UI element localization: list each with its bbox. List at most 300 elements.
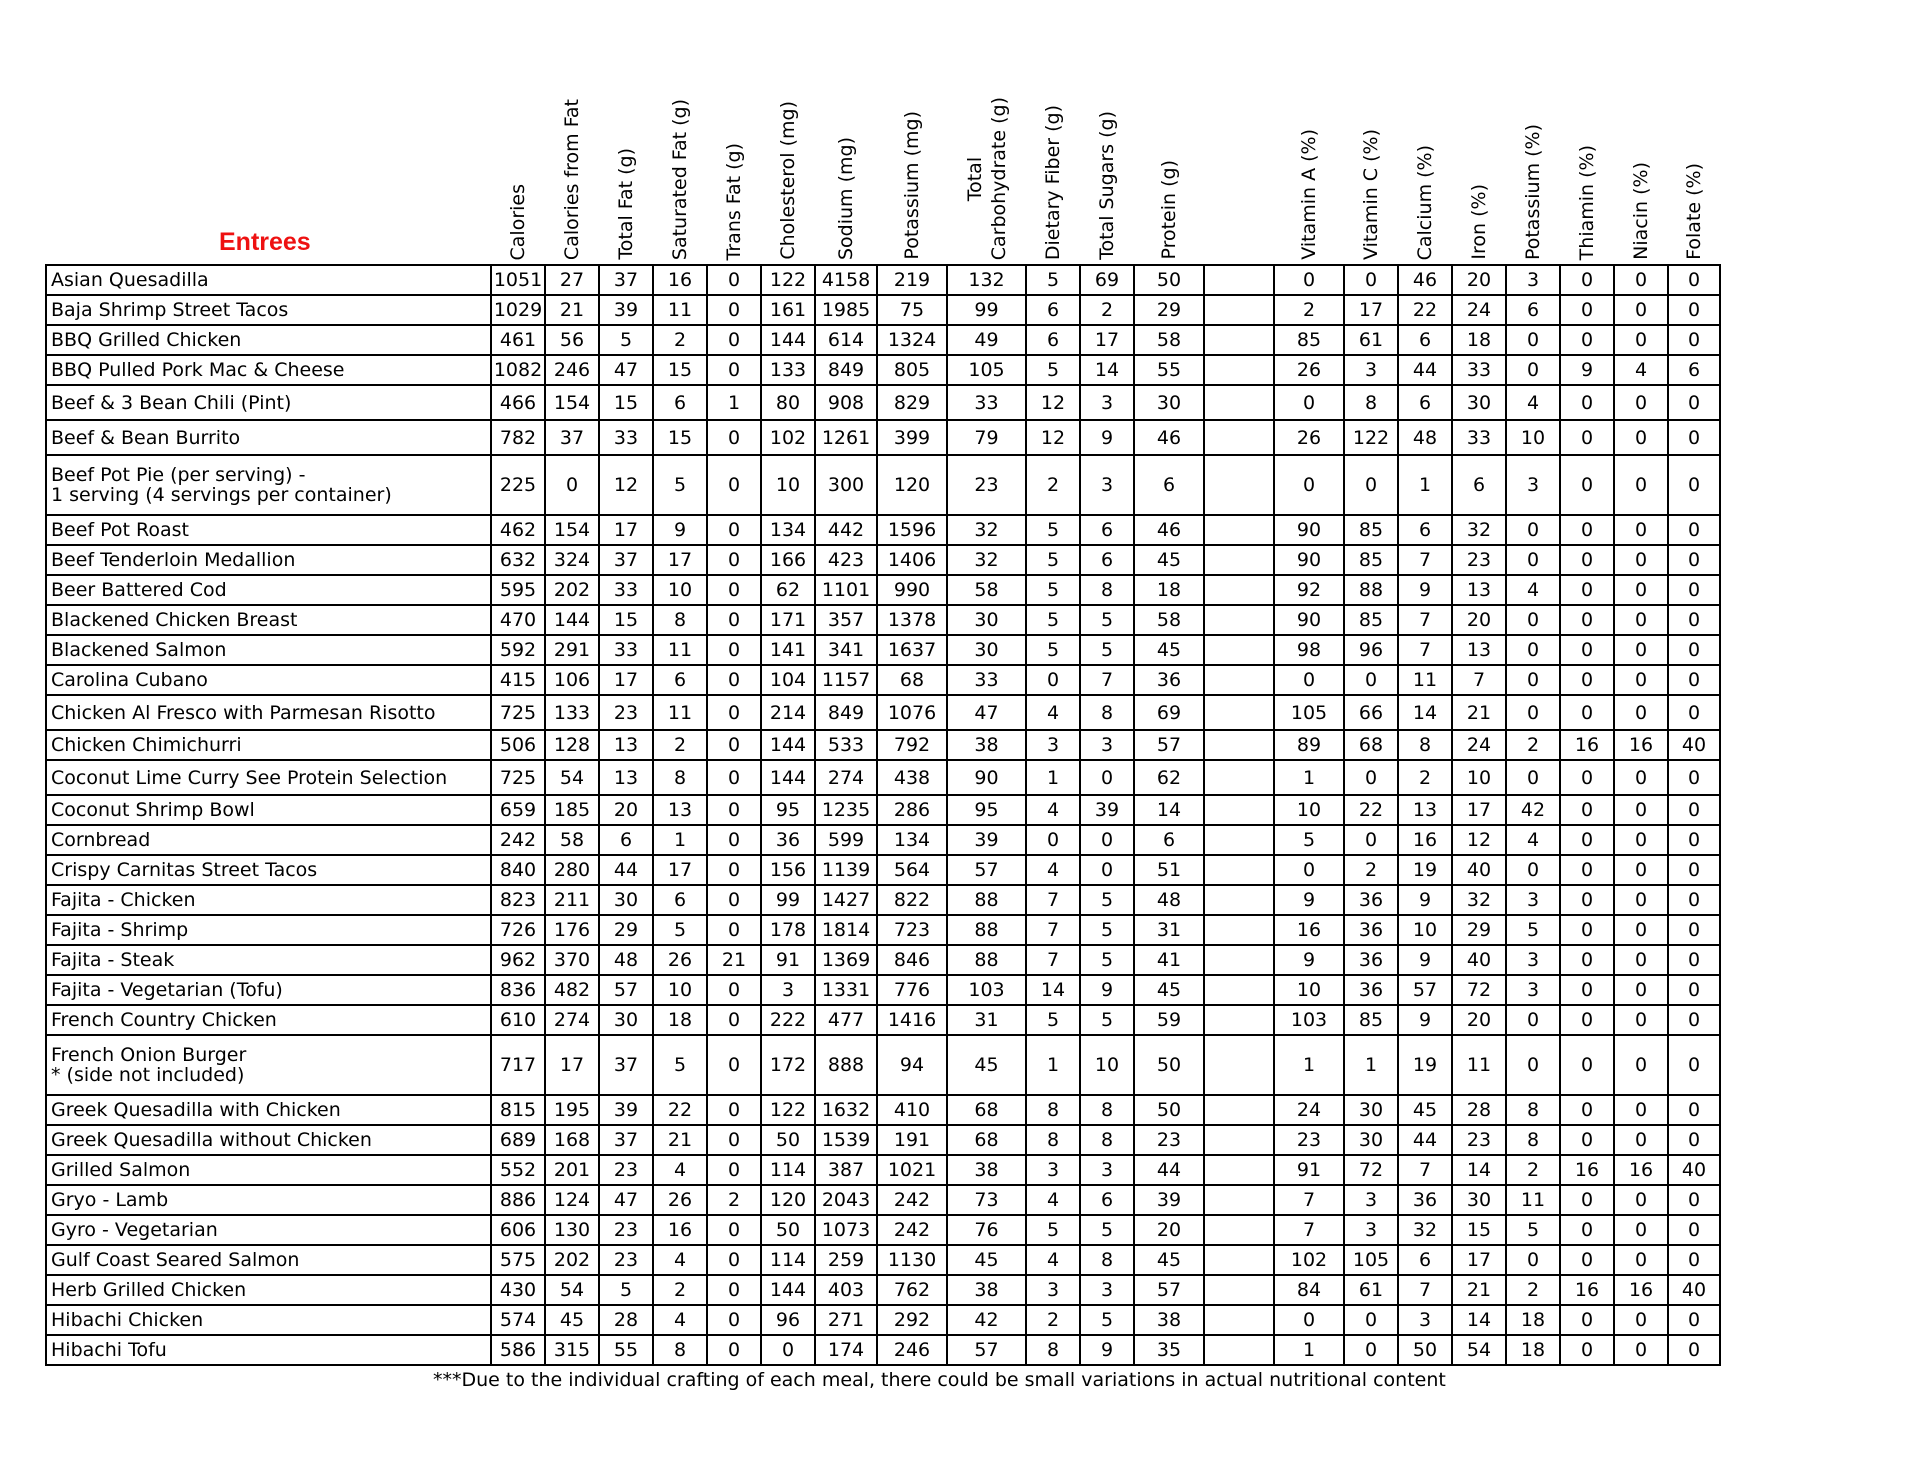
table-cell: 178: [761, 915, 815, 945]
table-cell: 6: [653, 885, 707, 915]
column-header-label: Thiamin (%): [1576, 144, 1598, 260]
table-cell: 7: [1398, 1155, 1452, 1185]
row-name: [46, 695, 491, 730]
table-cell: 9: [1560, 355, 1614, 385]
column-header: [1080, 40, 1134, 265]
table-cell: 50: [761, 1215, 815, 1245]
row-name-text: Herb Grilled Chicken: [51, 1279, 247, 1301]
table-cell: 185: [545, 795, 599, 825]
row-name-text: Hibachi Chicken: [51, 1309, 204, 1331]
table-cell: 156: [761, 855, 815, 885]
table-cell: 45: [1134, 1245, 1204, 1275]
table-cell: 21: [1452, 695, 1506, 730]
table-cell: 23: [599, 1245, 653, 1275]
table-cell: 85: [1344, 545, 1398, 575]
column-header-label: Total Carbohydrate (g): [963, 96, 1010, 260]
table-cell: 35: [1134, 1335, 1204, 1365]
table-cell: 271: [815, 1305, 877, 1335]
table-cell: 0: [1506, 325, 1560, 355]
table-cell: 50: [1134, 1035, 1204, 1095]
table-cell: 5: [1026, 545, 1080, 575]
table-cell: 91: [761, 945, 815, 975]
table-cell: 0: [1668, 635, 1720, 665]
table-cell: 6: [1080, 515, 1134, 545]
table-cell: 242: [877, 1215, 947, 1245]
table-cell: 1076: [877, 695, 947, 730]
table-cell: 0: [1614, 1125, 1668, 1155]
row-name-text: Fajita - Vegetarian (Tofu): [51, 979, 283, 1001]
table-cell: 5: [1274, 825, 1344, 855]
table-cell: 3: [1080, 385, 1134, 420]
column-header-label: Total Sugars (g): [1096, 111, 1118, 260]
name-column-header: [46, 40, 491, 265]
table-cell: 0: [1668, 1125, 1720, 1155]
table-cell: 0: [707, 795, 761, 825]
table-cell: 7: [1026, 885, 1080, 915]
row-name-text: Beef Tenderloin Medallion: [51, 549, 296, 571]
table-cell: 154: [545, 385, 599, 420]
table-cell: 144: [761, 730, 815, 760]
table-cell: 723: [877, 915, 947, 945]
table-cell: 1101: [815, 575, 877, 605]
table-cell: 31: [947, 1005, 1026, 1035]
table-cell: 6: [1398, 325, 1452, 355]
table-row: [46, 1185, 1720, 1215]
table-cell: 16: [1560, 1275, 1614, 1305]
table-cell: [1204, 545, 1274, 575]
table-cell: 0: [1668, 885, 1720, 915]
table-cell: [1204, 915, 1274, 945]
table-row: [46, 795, 1720, 825]
table-cell: 0: [707, 545, 761, 575]
table-cell: [1204, 730, 1274, 760]
table-cell: 1637: [877, 635, 947, 665]
table-cell: 55: [1134, 355, 1204, 385]
table-cell: 10: [653, 975, 707, 1005]
table-cell: 962: [491, 945, 545, 975]
table-cell: 782: [491, 420, 545, 455]
table-cell: 6: [1452, 455, 1506, 515]
table-cell: 11: [653, 635, 707, 665]
table-cell: 762: [877, 1275, 947, 1305]
table-cell: 4: [1026, 795, 1080, 825]
table-cell: 477: [815, 1005, 877, 1035]
table-cell: 0: [1668, 795, 1720, 825]
table-cell: 4: [1026, 695, 1080, 730]
table-cell: 564: [877, 855, 947, 885]
table-cell: 462: [491, 515, 545, 545]
table-cell: 6: [1026, 325, 1080, 355]
row-name-text: Coconut Shrimp Bowl: [51, 799, 255, 821]
table-cell: 4158: [815, 265, 877, 295]
table-cell: 191: [877, 1125, 947, 1155]
table-cell: 26: [1274, 420, 1344, 455]
table-cell: 0: [1560, 1035, 1614, 1095]
table-cell: 0: [1506, 355, 1560, 385]
table-cell: 124: [545, 1185, 599, 1215]
table-cell: 102: [1274, 1245, 1344, 1275]
table-cell: 92: [1274, 575, 1344, 605]
row-name-text: Beef & Bean Burrito: [51, 426, 241, 449]
table-cell: 403: [815, 1275, 877, 1305]
table-row: [46, 455, 1720, 515]
table-cell: 90: [1274, 515, 1344, 545]
table-cell: 0: [1274, 665, 1344, 695]
table-cell: 161: [761, 295, 815, 325]
row-name-text: Beer Battered Cod: [51, 579, 227, 601]
table-cell: 242: [877, 1185, 947, 1215]
table-cell: 0: [1506, 760, 1560, 795]
table-cell: 4: [1026, 1185, 1080, 1215]
table-cell: 90: [947, 760, 1026, 795]
table-cell: 62: [1134, 760, 1204, 795]
table-cell: 6: [1398, 385, 1452, 420]
table-cell: 7: [1274, 1215, 1344, 1245]
nutrition-table: [45, 40, 1721, 1366]
table-cell: 72: [1344, 1155, 1398, 1185]
table-row: [46, 915, 1720, 945]
table-cell: 0: [1560, 795, 1614, 825]
row-name: [46, 1095, 491, 1125]
table-cell: 292: [877, 1305, 947, 1335]
column-header: [1026, 40, 1080, 265]
row-name: [46, 1185, 491, 1215]
row-name: [46, 545, 491, 575]
table-cell: 1235: [815, 795, 877, 825]
table-cell: 8: [1026, 1335, 1080, 1365]
table-cell: 10: [1506, 420, 1560, 455]
table-cell: 33: [599, 575, 653, 605]
table-cell: 24: [1274, 1095, 1344, 1125]
table-cell: 10: [1274, 975, 1344, 1005]
table-cell: 84: [1274, 1275, 1344, 1305]
table-cell: [1204, 265, 1274, 295]
table-cell: 7: [1398, 605, 1452, 635]
table-cell: 0: [707, 695, 761, 730]
table-cell: 246: [877, 1335, 947, 1365]
table-cell: 2: [1344, 855, 1398, 885]
table-cell: 99: [761, 885, 815, 915]
column-header: [1560, 40, 1614, 265]
table-cell: 12: [1026, 385, 1080, 420]
table-cell: 0: [1668, 420, 1720, 455]
row-name-text: BBQ Pulled Pork Mac & Cheese: [51, 359, 345, 381]
row-name-text: Beef Pot Pie (per serving) -: [51, 464, 306, 486]
table-cell: 2: [1506, 1275, 1560, 1305]
table-cell: 470: [491, 605, 545, 635]
table-row: [46, 1155, 1720, 1185]
table-cell: 0: [1668, 385, 1720, 420]
table-cell: [1204, 1095, 1274, 1125]
row-name: [46, 945, 491, 975]
table-cell: 20: [1134, 1215, 1204, 1245]
table-cell: 8: [1344, 385, 1398, 420]
row-name: [46, 795, 491, 825]
table-cell: 44: [1398, 1125, 1452, 1155]
table-cell: 29: [599, 915, 653, 945]
table-cell: 21: [1452, 1275, 1506, 1305]
table-body: [46, 265, 1720, 1365]
table-cell: 17: [1344, 295, 1398, 325]
table-cell: 5: [653, 915, 707, 945]
table-cell: 88: [947, 945, 1026, 975]
table-cell: 16: [1398, 825, 1452, 855]
row-name: [46, 420, 491, 455]
table-cell: 482: [545, 975, 599, 1005]
table-cell: 0: [1668, 945, 1720, 975]
table-cell: 0: [1560, 760, 1614, 795]
table-cell: 1: [1026, 1035, 1080, 1095]
table-cell: 20: [1452, 265, 1506, 295]
table-cell: 9: [1274, 945, 1344, 975]
row-name: [46, 295, 491, 325]
table-cell: 73: [947, 1185, 1026, 1215]
row-name-text: Gryo - Lamb: [51, 1189, 169, 1211]
table-cell: 17: [1452, 1245, 1506, 1275]
table-cell: 20: [1452, 1005, 1506, 1035]
table-cell: [1204, 325, 1274, 355]
table-cell: 822: [877, 885, 947, 915]
table-cell: 0: [1080, 855, 1134, 885]
table-cell: 14: [1398, 695, 1452, 730]
table-cell: 47: [947, 695, 1026, 730]
row-name: [46, 855, 491, 885]
table-cell: 357: [815, 605, 877, 635]
table-cell: 18: [1506, 1305, 1560, 1335]
table-cell: 9: [1080, 975, 1134, 1005]
table-cell: [1204, 825, 1274, 855]
table-cell: 23: [1274, 1125, 1344, 1155]
column-header: [761, 40, 815, 265]
table-cell: 40: [1452, 945, 1506, 975]
table-cell: 33: [1452, 355, 1506, 385]
table-cell: 33: [599, 635, 653, 665]
table-cell: 0: [1614, 265, 1668, 295]
table-cell: 0: [1668, 1215, 1720, 1245]
table-cell: 0: [1668, 975, 1720, 1005]
table-cell: 2: [1080, 295, 1134, 325]
table-cell: 32: [1398, 1215, 1452, 1245]
column-header-label: Calcium (%): [1414, 144, 1436, 260]
table-cell: 6: [1398, 515, 1452, 545]
table-cell: 11: [653, 695, 707, 730]
table-cell: 23: [1452, 1125, 1506, 1155]
table-cell: 0: [707, 885, 761, 915]
table-cell: 5: [599, 1275, 653, 1305]
table-cell: [1204, 1125, 1274, 1155]
table-cell: 0: [707, 265, 761, 295]
table-row: [46, 855, 1720, 885]
table-cell: 46: [1134, 420, 1204, 455]
table-cell: 0: [1614, 545, 1668, 575]
table-cell: 38: [947, 1275, 1026, 1305]
table-cell: 15: [1452, 1215, 1506, 1245]
table-cell: 0: [1560, 695, 1614, 730]
table-cell: 0: [545, 455, 599, 515]
table-cell: 17: [653, 545, 707, 575]
row-name-text: Carolina Cubano: [51, 669, 208, 691]
table-cell: 39: [947, 825, 1026, 855]
table-cell: 0: [1344, 1305, 1398, 1335]
table-cell: 3: [1026, 1155, 1080, 1185]
table-cell: 6: [1026, 295, 1080, 325]
table-cell: 0: [707, 1155, 761, 1185]
column-header: [815, 40, 877, 265]
table-cell: 0: [707, 730, 761, 760]
table-cell: 0: [1614, 1035, 1668, 1095]
table-cell: 586: [491, 1335, 545, 1365]
table-cell: 10: [653, 575, 707, 605]
table-cell: 51: [1134, 855, 1204, 885]
table-cell: 7: [1026, 945, 1080, 975]
table-cell: 76: [947, 1215, 1026, 1245]
table-cell: 42: [1506, 795, 1560, 825]
table-cell: 0: [1614, 915, 1668, 945]
table-cell: 3: [1398, 1305, 1452, 1335]
table-cell: 26: [653, 945, 707, 975]
table-cell: 18: [653, 1005, 707, 1035]
table-cell: 48: [599, 945, 653, 975]
table-cell: 5: [1506, 1215, 1560, 1245]
table-cell: 32: [1452, 885, 1506, 915]
table-cell: 533: [815, 730, 877, 760]
row-name-text: Beef Pot Roast: [51, 519, 190, 541]
table-cell: 13: [599, 760, 653, 795]
table-cell: 1596: [877, 515, 947, 545]
table-cell: 36: [1398, 1185, 1452, 1215]
table-cell: 103: [1274, 1005, 1344, 1035]
table-cell: 5: [1080, 605, 1134, 635]
table-cell: 85: [1344, 515, 1398, 545]
table-cell: 172: [761, 1035, 815, 1095]
row-name-text: Asian Quesadilla: [51, 269, 209, 291]
table-cell: 836: [491, 975, 545, 1005]
table-cell: 0: [1560, 295, 1614, 325]
table-cell: 0: [1560, 545, 1614, 575]
table-cell: 274: [815, 760, 877, 795]
table-cell: 4: [1506, 385, 1560, 420]
table-cell: 85: [1274, 325, 1344, 355]
table-cell: 0: [1560, 665, 1614, 695]
column-header-label: Dietary Fiber (g): [1042, 104, 1064, 260]
table-cell: [1204, 385, 1274, 420]
table-cell: 0: [1614, 1245, 1668, 1275]
table-cell: 38: [947, 730, 1026, 760]
table-cell: 3: [1506, 265, 1560, 295]
table-cell: 4: [653, 1155, 707, 1185]
table-cell: 5: [1080, 1005, 1134, 1035]
table-cell: 0: [707, 635, 761, 665]
table-cell: 274: [545, 1005, 599, 1035]
row-name: [46, 975, 491, 1005]
table-cell: 12: [1452, 825, 1506, 855]
table-cell: 0: [1344, 265, 1398, 295]
table-cell: 7: [1398, 635, 1452, 665]
table-cell: 908: [815, 385, 877, 420]
table-cell: 72: [1452, 975, 1506, 1005]
table-row: [46, 1005, 1720, 1035]
table-cell: 1324: [877, 325, 947, 355]
table-cell: 33: [1452, 420, 1506, 455]
table-cell: 3: [1080, 1155, 1134, 1185]
table-cell: 0: [1668, 1035, 1720, 1095]
table-cell: 0: [707, 1275, 761, 1305]
table-cell: 259: [815, 1245, 877, 1275]
table-cell: 85: [1344, 605, 1398, 635]
table-cell: 5: [1080, 635, 1134, 665]
table-cell: 3: [1506, 885, 1560, 915]
table-cell: 57: [947, 855, 1026, 885]
table-cell: 595: [491, 575, 545, 605]
table-cell: 0: [707, 1035, 761, 1095]
column-header-label: Potassium (mg): [901, 111, 923, 260]
column-header: [653, 40, 707, 265]
table-cell: 26: [653, 1185, 707, 1215]
column-header: [599, 40, 653, 265]
table-cell: 39: [599, 295, 653, 325]
table-cell: 18: [1134, 575, 1204, 605]
table-cell: 99: [947, 295, 1026, 325]
table-cell: 0: [1560, 325, 1614, 355]
row-name-text: Grilled Salmon: [51, 1159, 191, 1181]
table-cell: [1204, 1005, 1274, 1035]
table-cell: 40: [1668, 1275, 1720, 1305]
column-header: [1398, 40, 1452, 265]
row-name: [46, 265, 491, 295]
table-cell: 5: [1080, 1305, 1134, 1335]
table-cell: [1204, 605, 1274, 635]
table-cell: 122: [761, 1095, 815, 1125]
table-row: [46, 1215, 1720, 1245]
table-cell: 5: [599, 325, 653, 355]
row-name-text: Blackened Salmon: [51, 639, 227, 661]
table-cell: 36: [1344, 885, 1398, 915]
table-cell: 0: [707, 1215, 761, 1245]
table-cell: 592: [491, 635, 545, 665]
column-header: [707, 40, 761, 265]
table-cell: 20: [599, 795, 653, 825]
table-cell: 14: [1452, 1155, 1506, 1185]
table-cell: 399: [877, 420, 947, 455]
table-row: [46, 635, 1720, 665]
table-cell: 54: [545, 760, 599, 795]
table-cell: 11: [653, 295, 707, 325]
table-row: [46, 1275, 1720, 1305]
table-cell: 2: [653, 730, 707, 760]
table-cell: 0: [707, 915, 761, 945]
table-cell: 466: [491, 385, 545, 420]
column-header-label: Folate (%): [1683, 163, 1705, 260]
table-cell: 286: [877, 795, 947, 825]
row-name: [46, 515, 491, 545]
table-cell: [1204, 1155, 1274, 1185]
table-cell: 1416: [877, 1005, 947, 1035]
table-cell: 829: [877, 385, 947, 420]
table-cell: 341: [815, 635, 877, 665]
table-row: [46, 730, 1720, 760]
table-cell: 58: [947, 575, 1026, 605]
table-cell: 9: [1398, 575, 1452, 605]
row-name-subtext: 1 serving (4 servings per container): [51, 484, 392, 506]
table-cell: [1204, 795, 1274, 825]
table-cell: 315: [545, 1335, 599, 1365]
row-name: [46, 385, 491, 420]
table-cell: 0: [1614, 1095, 1668, 1125]
table-cell: 0: [1344, 455, 1398, 515]
table-cell: 17: [599, 665, 653, 695]
header-row: [46, 40, 1720, 265]
table-cell: 166: [761, 545, 815, 575]
